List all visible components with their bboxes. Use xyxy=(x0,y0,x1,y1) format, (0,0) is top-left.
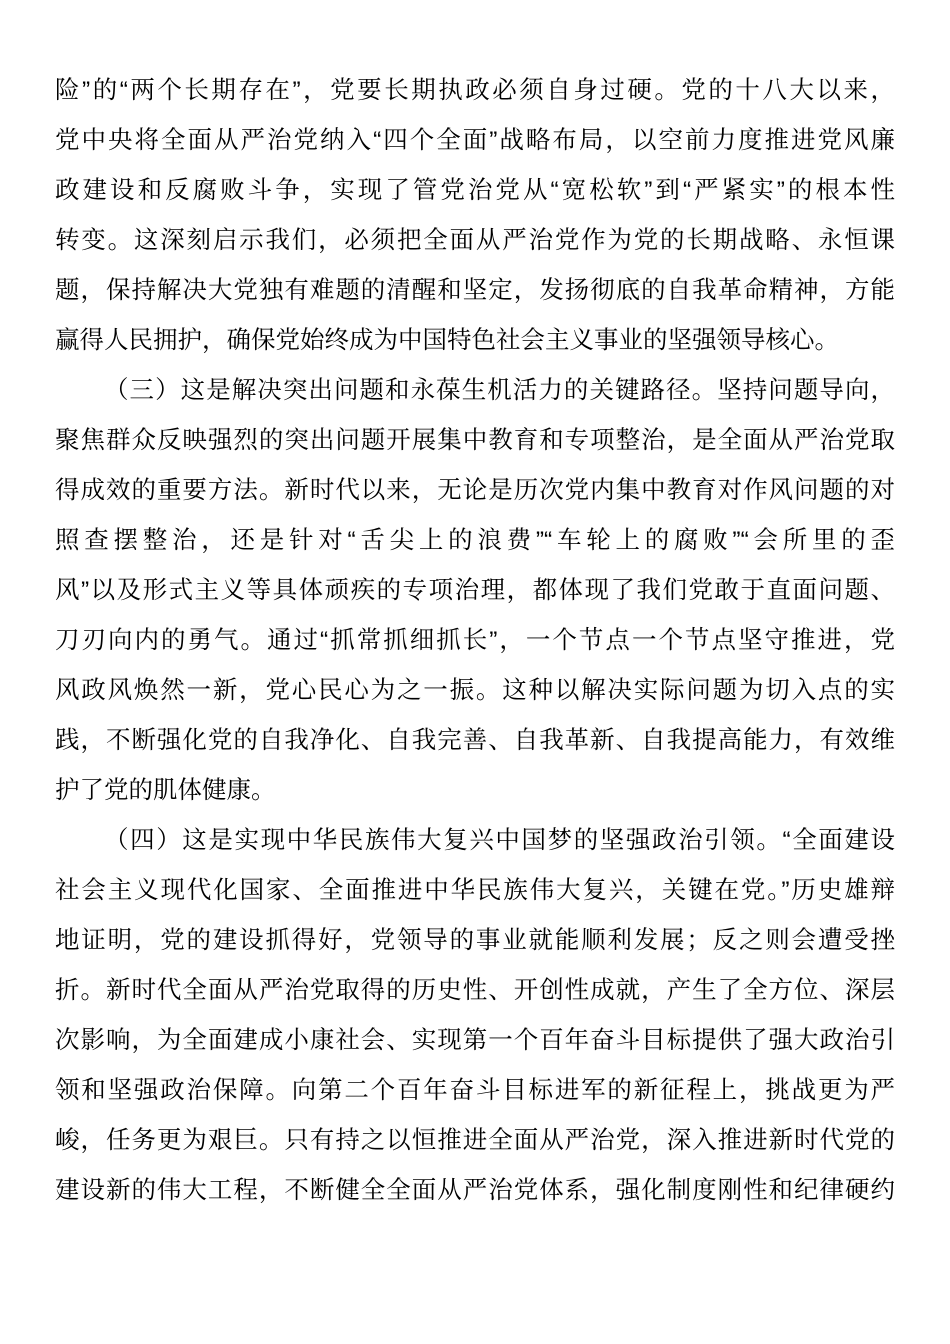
text-line: 险”的“两个长期存在”，党要长期执政必须自身过硬。党的十八大以来， xyxy=(55,77,895,104)
text-line: 践，不断强化党的自我净化、自我完善、自我革新、自我提高能力，有效维 xyxy=(55,727,895,754)
text-line: 次影响，为全面建成小康社会、实现第一个百年奋斗目标提供了强大政治引 xyxy=(55,1027,895,1054)
text-line: 赢得人民拥护，确保党始终成为中国特色社会主义事业的坚强领导核心。 xyxy=(55,327,839,354)
text-line: 聚焦群众反映强烈的突出问题开展集中教育和专项整治，是全面从严治党取 xyxy=(55,427,895,454)
text-line: 社会主义现代化国家、全面推进中华民族伟大复兴，关键在党。”历史雄辩 xyxy=(55,877,895,904)
text-line: 得成效的重要方法。新时代以来，无论是历次党内集中教育对作风问题的对 xyxy=(55,477,895,504)
text-line: 政建设和反腐败斗争，实现了管党治党从“宽松软”到“严紧实”的根本性 xyxy=(55,177,895,204)
text-line: 折。新时代全面从严治党取得的历史性、开创性成就，产生了全方位、深层 xyxy=(55,977,895,1004)
text-line: 建设新的伟大工程，不断健全全面从严治党体系，强化制度刚性和纪律硬约 xyxy=(55,1177,895,1204)
text-line: 风政风焕然一新，党心民心为之一振。这种以解决实际问题为切入点的实 xyxy=(55,677,895,704)
text-line: 领和坚强政治保障。向第二个百年奋斗目标进军的新征程上，挑战更为严 xyxy=(55,1077,895,1104)
text-line: 护了党的肌体健康。 xyxy=(55,777,276,804)
text-line: 照查摆整治，还是针对“舌尖上的浪费”“车轮上的腐败”“会所里的歪 xyxy=(55,527,895,554)
text-line: 转变。这深刻启示我们，必须把全面从严治党作为党的长期战略、永恒课 xyxy=(55,227,895,254)
text-line: 峻，任务更为艰巨。只有持之以恒推进全面从严治党，深入推进新时代党的 xyxy=(55,1127,895,1154)
text-line: 题，保持解决大党独有难题的清醒和坚定，发扬彻底的自我革命精神，方能 xyxy=(55,277,895,304)
text-line: 风”以及形式主义等具体顽疾的专项治理，都体现了我们党敢于直面问题、 xyxy=(55,577,895,604)
text-line: （三）这是解决突出问题和永葆生机活力的关键路径。坚持问题导向， xyxy=(104,377,895,404)
text-line: 刀刃向内的勇气。通过“抓常抓细抓长”，一个节点一个节点坚守推进，党 xyxy=(55,627,895,654)
text-line: 地证明，党的建设抓得好，党领导的事业就能顺利发展；反之则会遭受挫 xyxy=(55,927,895,954)
text-line: （四）这是实现中华民族伟大复兴中国梦的坚强政治引领。“全面建设 xyxy=(104,827,895,854)
document-text-content xyxy=(55,66,895,1216)
text-line: 党中央将全面从严治党纳入“四个全面”战略布局，以空前力度推进党风廉 xyxy=(55,127,895,154)
